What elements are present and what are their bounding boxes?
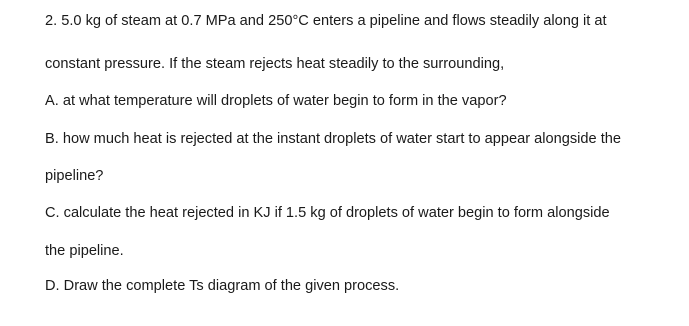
question-b-line-1: B. how much heat is rejected at the instant droplets of water start to appear alongside the (45, 131, 621, 147)
question-b-line-2: pipeline? (45, 168, 104, 184)
question-a: A. at what temperature will droplets of water begin to form in the vapor? (45, 93, 507, 109)
question-c-line-1: C. calculate the heat rejected in KJ if 1.5 kg of droplets of water begin to form alongside (45, 205, 610, 221)
question-c-line-2: the pipeline. (45, 243, 124, 259)
problem-statement-line-1: 2. 5.0 kg of steam at 0.7 MPa and 250°C enters a pipeline and flows steadily along it at (45, 13, 607, 29)
problem-statement-line-2: constant pressure. If the steam rejects heat steadily to the surrounding, (45, 56, 505, 72)
question-d: D. Draw the complete Ts diagram of the given process. (45, 278, 400, 294)
